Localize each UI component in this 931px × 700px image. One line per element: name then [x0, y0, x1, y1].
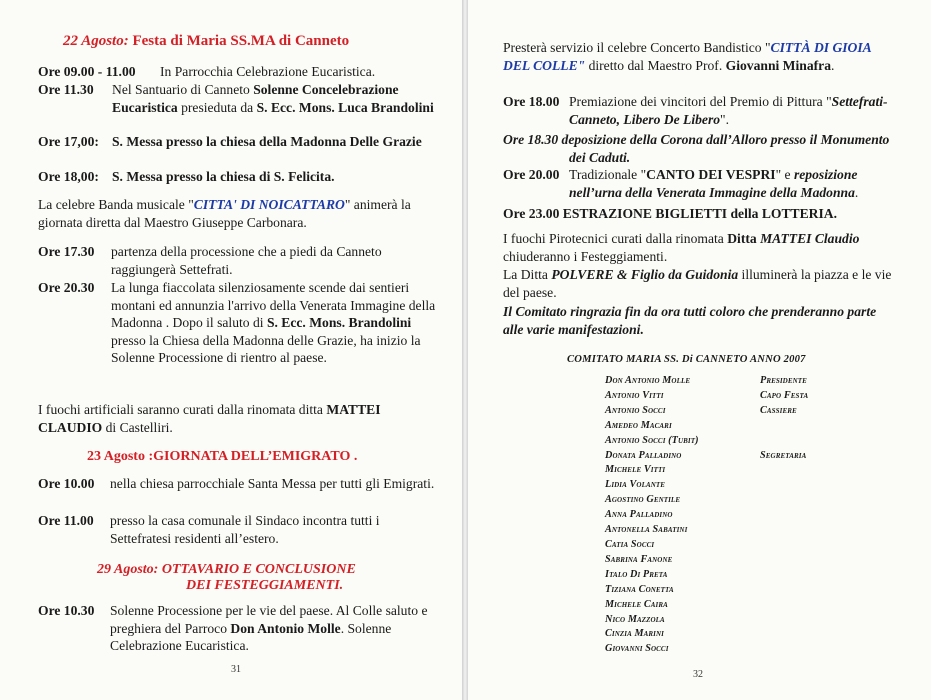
program-item-1030: Ore 10.30 Solenne Processione per le vie del paese. Al Colle saluto e preghiera del Parroco Don Antonio Molle. Solenne Celebrazione Eucaristica. [38, 603, 428, 654]
program-item-1730: Ore 17.30 partenza della processione che a piedi da Canneto raggiungerà Settefrati. [38, 244, 382, 277]
member-name: Tiziana Conetta [605, 583, 674, 595]
member-name: Antonio Vitti [605, 389, 664, 401]
member-name: Giovanni Socci [605, 643, 669, 655]
member-role: Presidente [760, 375, 807, 386]
intro-paragraph: Presterà servizio il celebre Concerto Bandistico "CITTÀ DI GIOIA DEL COLLE" diretto dal Maestro Prof. Giovanni Minafra. [503, 40, 871, 73]
program-item-1700: Ore 17,00: S. Messa presso la chiesa della Madonna Delle Grazie [38, 134, 422, 149]
member-name: Antonio Socci (Tubit) [605, 434, 699, 446]
member-name: Michele Vitti [605, 464, 666, 476]
pirotecnici-paragraph: I fuochi Pirotecnici curati dalla rinomata Ditta MATTEI Claudio chiuderanno i Festeggiamenti. [503, 231, 860, 264]
right-page [468, 0, 931, 700]
program-item-r1800: Ore 18.00 Premiazione dei vincitori del Premio di Pittura "Settefrati-Canneto, Libero De Libero". [503, 94, 888, 127]
committee-title: COMITATO MARIA SS. Di CANNETO ANNO 2007 [567, 354, 806, 365]
banda-paragraph: La celebre Banda musicale "CITTA' DI NOICATTARO" animerà la giornata diretta dal Maestro Giuseppe Carbonara. [38, 197, 411, 230]
member-role: Capo Festa [760, 389, 809, 401]
program-item-1000: Ore 10.00 nella chiesa parrocchiale Santa Messa per tutti gli Emigrati. [38, 476, 435, 491]
left-page [0, 0, 462, 700]
member-name: Michele Caira [605, 598, 668, 610]
program-item-1800: Ore 18,00: S. Messa presso la chiesa di S. Felicita. [38, 169, 335, 184]
member-name: Catia Socci [605, 538, 655, 550]
member-name: Sabrina Fanone [605, 553, 673, 565]
member-name: Italo Di Preta [605, 568, 668, 580]
program-item-r1830: Ore 18.30 deposizione della Corona dall’Alloro presso il Monumento dei Caduti. [503, 132, 890, 165]
heading-22-agosto: 22 Agosto: Festa di Maria SS.MA di Canneto [63, 33, 350, 49]
member-name: Antonella Sabatini [605, 524, 688, 536]
member-name: Agostino Gentile [605, 494, 681, 506]
thanks-paragraph: Il Comitato ringrazia fin da ora tutti coloro che prenderanno parte alle varie manifestazioni. [503, 304, 877, 337]
fuochi-paragraph: I fuochi artificiali saranno curati dalla rinomata ditta MATTEI CLAUDIO di Castelliri. [38, 402, 381, 435]
member-name: Donata Palladino [605, 449, 682, 461]
heading-23-agosto: 23 Agosto :GIORNATA DELL’EMIGRATO . [87, 449, 358, 464]
page-number: 31 [231, 664, 241, 675]
committee-names [605, 374, 755, 657]
heading-29-agosto: 29 Agosto: OTTAVARIO E CONCLUSIONE DEI FESTEGGIAMENTI. [97, 562, 356, 593]
member-name: Don Antonio Molle [605, 375, 691, 386]
member-name: Cinzia Marini [605, 628, 664, 640]
program-item-r2300: Ore 23.00 ESTRAZIONE BIGLIETTI della LOTTERIA. [503, 206, 838, 221]
program-item-0900: Ore 09.00 - 11.00 In Parrocchia Celebrazione Eucaristica. [38, 64, 376, 79]
member-role: Cassiere [760, 404, 797, 416]
member-name: Anna Palladino [605, 509, 673, 521]
page-number: 32 [693, 669, 703, 680]
member-role: Segretaria [760, 449, 807, 461]
program-item-1100: Ore 11.00 presso la casa comunale il Sindaco incontra tutti i Settefratesi residenti all’estero. [38, 513, 380, 546]
member-name: Lidia Volante [605, 479, 666, 491]
program-item-2030: Ore 20.30 La lunga fiaccolata silenziosamente scende dai sentieri montani ed annunzia l'arrivo della Venerata Immagine della Madonna . Dopo il saluto di S. Ecc. Mons. Brandolini presso la Chiesa della Madonna delle Grazie, ha inizio la Solenne Processione di rientro al paese. [38, 280, 436, 366]
program-item-1130: Ore 11.30 Nel Santuario di Canneto Solenne Concelebrazione Eucaristica presieduta da S. Ecc. Mons. Luca Brandolini [38, 82, 434, 115]
committee-roles [760, 374, 870, 463]
program-item-r2000: Ore 20.00 Tradizionale "CANTO DEI VESPRI" e reposizione nell’urna della Venerata Immagine della Madonna. [503, 167, 859, 200]
polvere-paragraph: La Ditta POLVERE & Figlio da Guidonia illuminerà la piazza e le vie del paese. [503, 267, 892, 300]
member-name: Nico Mazzola [605, 613, 665, 625]
member-name: Amedeo Macari [605, 419, 672, 431]
member-name: Antonio Socci [605, 404, 666, 416]
